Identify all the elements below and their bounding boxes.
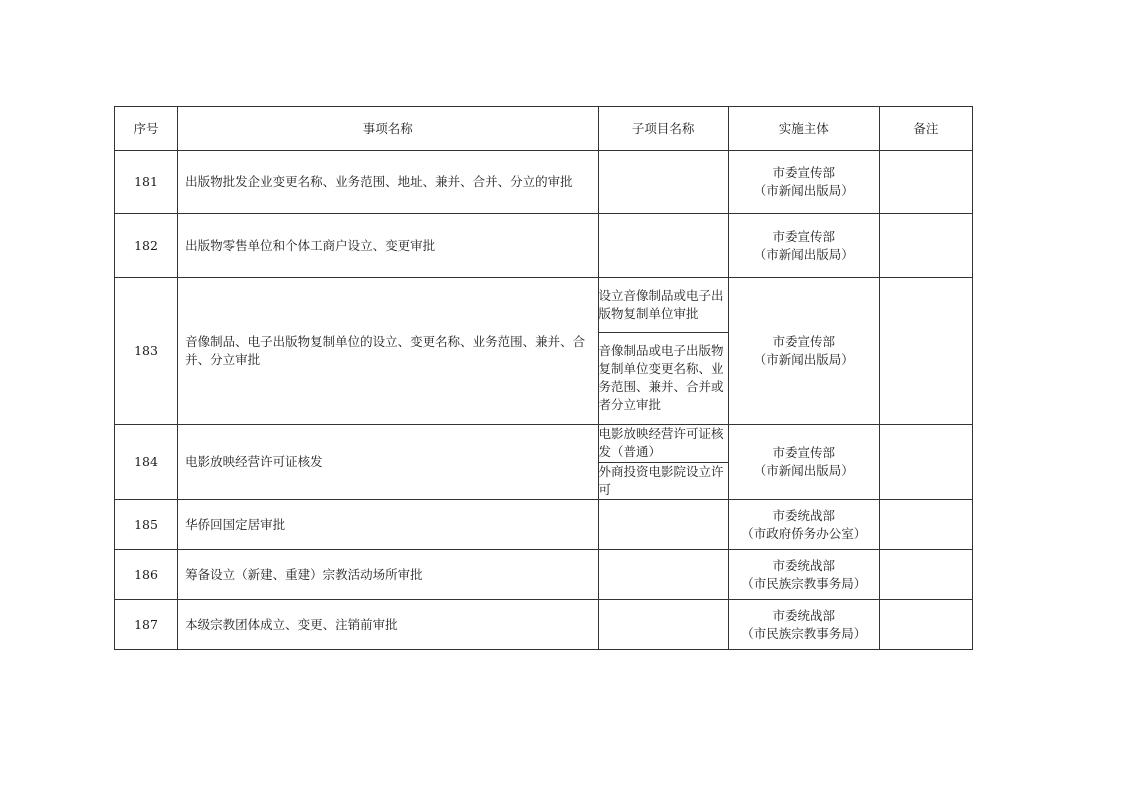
row-remarks [879, 550, 972, 600]
row-sub-item-empty [598, 600, 728, 650]
row-sub-item-empty [598, 151, 728, 214]
row-item-name: 筹备设立（新建、重建）宗教活动场所审批 [185, 566, 423, 582]
row-remarks [879, 600, 972, 650]
row-item-name: 音像制品、电子出版物复制单位的设立、变更名称、业务范围、兼并、合并、分立审批 [185, 334, 586, 367]
row-implementing-body [728, 425, 879, 500]
sub-item: 电影放映经营许可证核发（普通） [598, 426, 724, 460]
row-sub-item-empty [598, 214, 728, 278]
table-row [115, 550, 973, 600]
row-item-name: 出版物零售单位和个体工商户设立、变更审批 [185, 237, 436, 253]
table-header-row [115, 107, 973, 151]
table-row [115, 151, 973, 214]
row-implementing-body [728, 500, 879, 550]
sub-item: 设立音像制品或电子出版物复制单位审批 [598, 287, 724, 321]
row-sub-item-empty [598, 500, 728, 550]
row-serial-number: 182 [115, 214, 178, 278]
sub-item: 音像制品或电子出版物复制单位变更名称、业务范围、兼并、合并或者分立审批 [599, 332, 728, 424]
table-row [115, 425, 973, 500]
sub-item-list [599, 425, 728, 499]
table-row [115, 600, 973, 650]
row-sub-items [598, 278, 728, 425]
row-remarks [879, 151, 972, 214]
row-serial-number: 186 [115, 550, 178, 600]
header-remarks: 备注 [879, 107, 972, 151]
row-remarks [879, 425, 972, 500]
header-sub-item-name: 子项目名称 [598, 107, 728, 151]
org-primary: 市委统战部 [772, 557, 836, 573]
row-remarks [879, 278, 972, 425]
row-item-name: 本级宗教团体成立、变更、注销前审批 [185, 616, 398, 632]
org-secondary: （市民族宗教事务局） [741, 625, 867, 641]
row-serial-number: 185 [115, 500, 178, 550]
org-primary: 市委统战部 [772, 507, 836, 523]
org-secondary: （市民族宗教事务局） [741, 575, 867, 591]
org-primary: 市委统战部 [772, 607, 836, 623]
row-serial-number: 184 [115, 425, 178, 500]
org-primary: 市委宣传部 [772, 165, 836, 180]
row-implementing-body [728, 151, 879, 214]
org-secondary: （市新闻出版局） [753, 352, 854, 367]
table-row [115, 214, 973, 278]
org-secondary: （市政府侨务办公室） [741, 525, 867, 541]
table-row [115, 500, 973, 550]
org-primary: 市委宣传部 [772, 445, 836, 460]
sub-item: 外商投资电影院设立许可 [599, 462, 728, 499]
row-sub-items [598, 425, 728, 500]
row-implementing-body [728, 278, 879, 425]
header-item-name: 事项名称 [178, 107, 598, 151]
header-implementing-body: 实施主体 [728, 107, 879, 151]
row-remarks [879, 500, 972, 550]
row-item-name: 电影放映经营许可证核发 [185, 454, 323, 469]
row-implementing-body [728, 550, 879, 600]
row-serial-number: 187 [115, 600, 178, 650]
header-serial-number: 序号 [115, 107, 178, 151]
org-secondary: （市新闻出版局） [753, 246, 854, 262]
org-primary: 市委宣传部 [772, 228, 836, 244]
approval-items-table [114, 106, 973, 650]
row-remarks [879, 214, 972, 278]
table-row [115, 278, 973, 425]
row-item-name: 出版物批发企业变更名称、业务范围、地址、兼并、合并、分立的审批 [185, 174, 573, 189]
row-item-name: 华侨回国定居审批 [185, 516, 286, 532]
row-implementing-body [728, 214, 879, 278]
sub-item-list [599, 278, 728, 424]
org-primary: 市委宣传部 [772, 334, 836, 349]
row-implementing-body [728, 600, 879, 650]
row-serial-number: 181 [115, 151, 178, 214]
row-sub-item-empty [598, 550, 728, 600]
org-secondary: （市新闻出版局） [753, 183, 854, 198]
org-secondary: （市新闻出版局） [753, 463, 854, 478]
row-serial-number: 183 [115, 278, 178, 425]
